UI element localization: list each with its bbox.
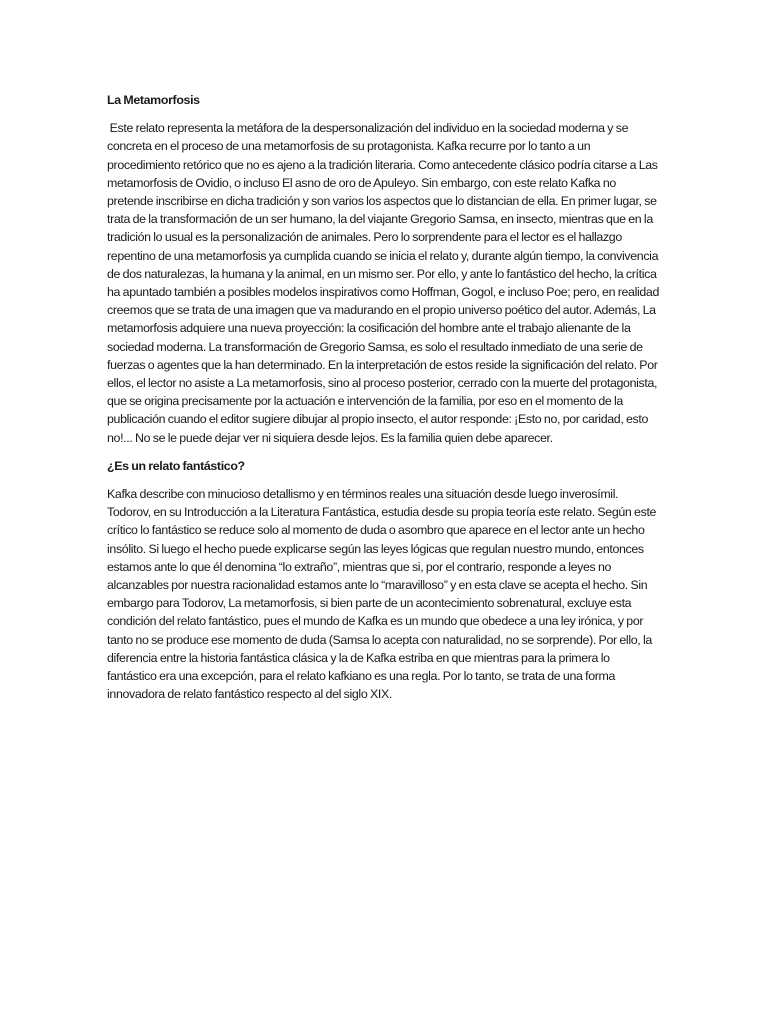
section-heading: ¿Es un relato fantástico? <box>107 458 245 473</box>
paragraph-intro: Este relato representa la metáfora de la despersonalización del individuo en la sociedad moderna y se concreta en el proceso de una metamorfosis de su protagonista. Kafka recurre por lo tanto a un procedimiento retórico que no es ajeno a la tradición literaria. Como antecedente clásico podría citarse a Las metamorfosis de Ovidio, o incluso El asno de oro de Apuleyo. Sin embargo, con este relato Kafka no pretende inscribirse en dicha tradición y son varios los aspectos que lo distancian de ella. En primer lugar, se trata de la transformación de un ser humano, la del viajante Gregorio Samsa, en insecto, mientras que en la tradición lo usual es la personalización de animales. Pero lo sorprendente para el lector es el hallazgo repentino de una metamorfosis ya cumplida cuando se inicia el relato y, durante algún tiempo, la convivencia de dos naturalezas, la humana y la animal, en un mismo ser. Por ello, y ante lo fantástico del hecho, la crítica ha apuntado también a posibles modelos inspirativos como Hoffman, Gogol, e incluso Poe; pero, en realidad creemos que se trata de una imagen que va madurando en el propio universo poético del autor. Además, La metamorfosis adquiere una nueva proyección: la cosificación del hombre ante el trabajo alienante de la sociedad moderna. La transformación de Gregorio Samsa, es solo el resultado inmediato de una serie de fuerzas o agentes que la han determinado. En la interpretación de estos reside la significación del relato. Por ellos, el lector no asiste a La metamorfosis, sino al proceso posterior, cerrado con la muerte del protagonista, que se origina precisamente por la actuación e intervención de la familia, por eso en el momento de la publicación cuando el editor sugiere dibujar al propio insecto, el autor responde: ¡Esto no, por caridad, esto no!... No se le puede dejar ver ni siquiera desde lejos. Es la familia quien debe aparecer. <box>107 121 662 445</box>
document-title: La Metamorfosis <box>107 93 200 107</box>
document-page <box>107 91 660 714</box>
paragraph-fantastic: Kafka describe con minucioso detallismo y en términos reales una situación desde luego inverosímil. Todorov, en su Introducción a la Literatura Fantástica, estudia desde su propia teoría este relato. Según este crítico lo fantástico se reduce solo al momento de duda o asombro que aparece en el lector ante un hecho insólito. Si luego el hecho puede explicarse según las leyes lógicas que regulan nuestro mundo, entonces estamos ante lo que él denomina “lo extraño”, mientras que si, por el contrario, responde a leyes no alcanzables por nuestra racionalidad estamos ante lo “maravilloso” y en esta clave se acepta el hecho. Sin embargo para Todorov, La metamorfosis, si bien parte de un acontecimiento sobrenatural, excluye esta condición del relato fantástico, pues el mundo de Kafka es un mundo que obedece a una ley irónica, y por tanto no se produce ese momento de duda (Samsa lo acepta con naturalidad, no se sorprende). Por ello, la diferencia entre la historia fantástica clásica y la de Kafka estriba en que mientras para la primera lo fantástico era una excepción, para el relato kafkiano es una regla. Por lo tanto, se trata de una forma innovadora de relato fantástico respecto al del siglo XIX. <box>107 487 657 702</box>
